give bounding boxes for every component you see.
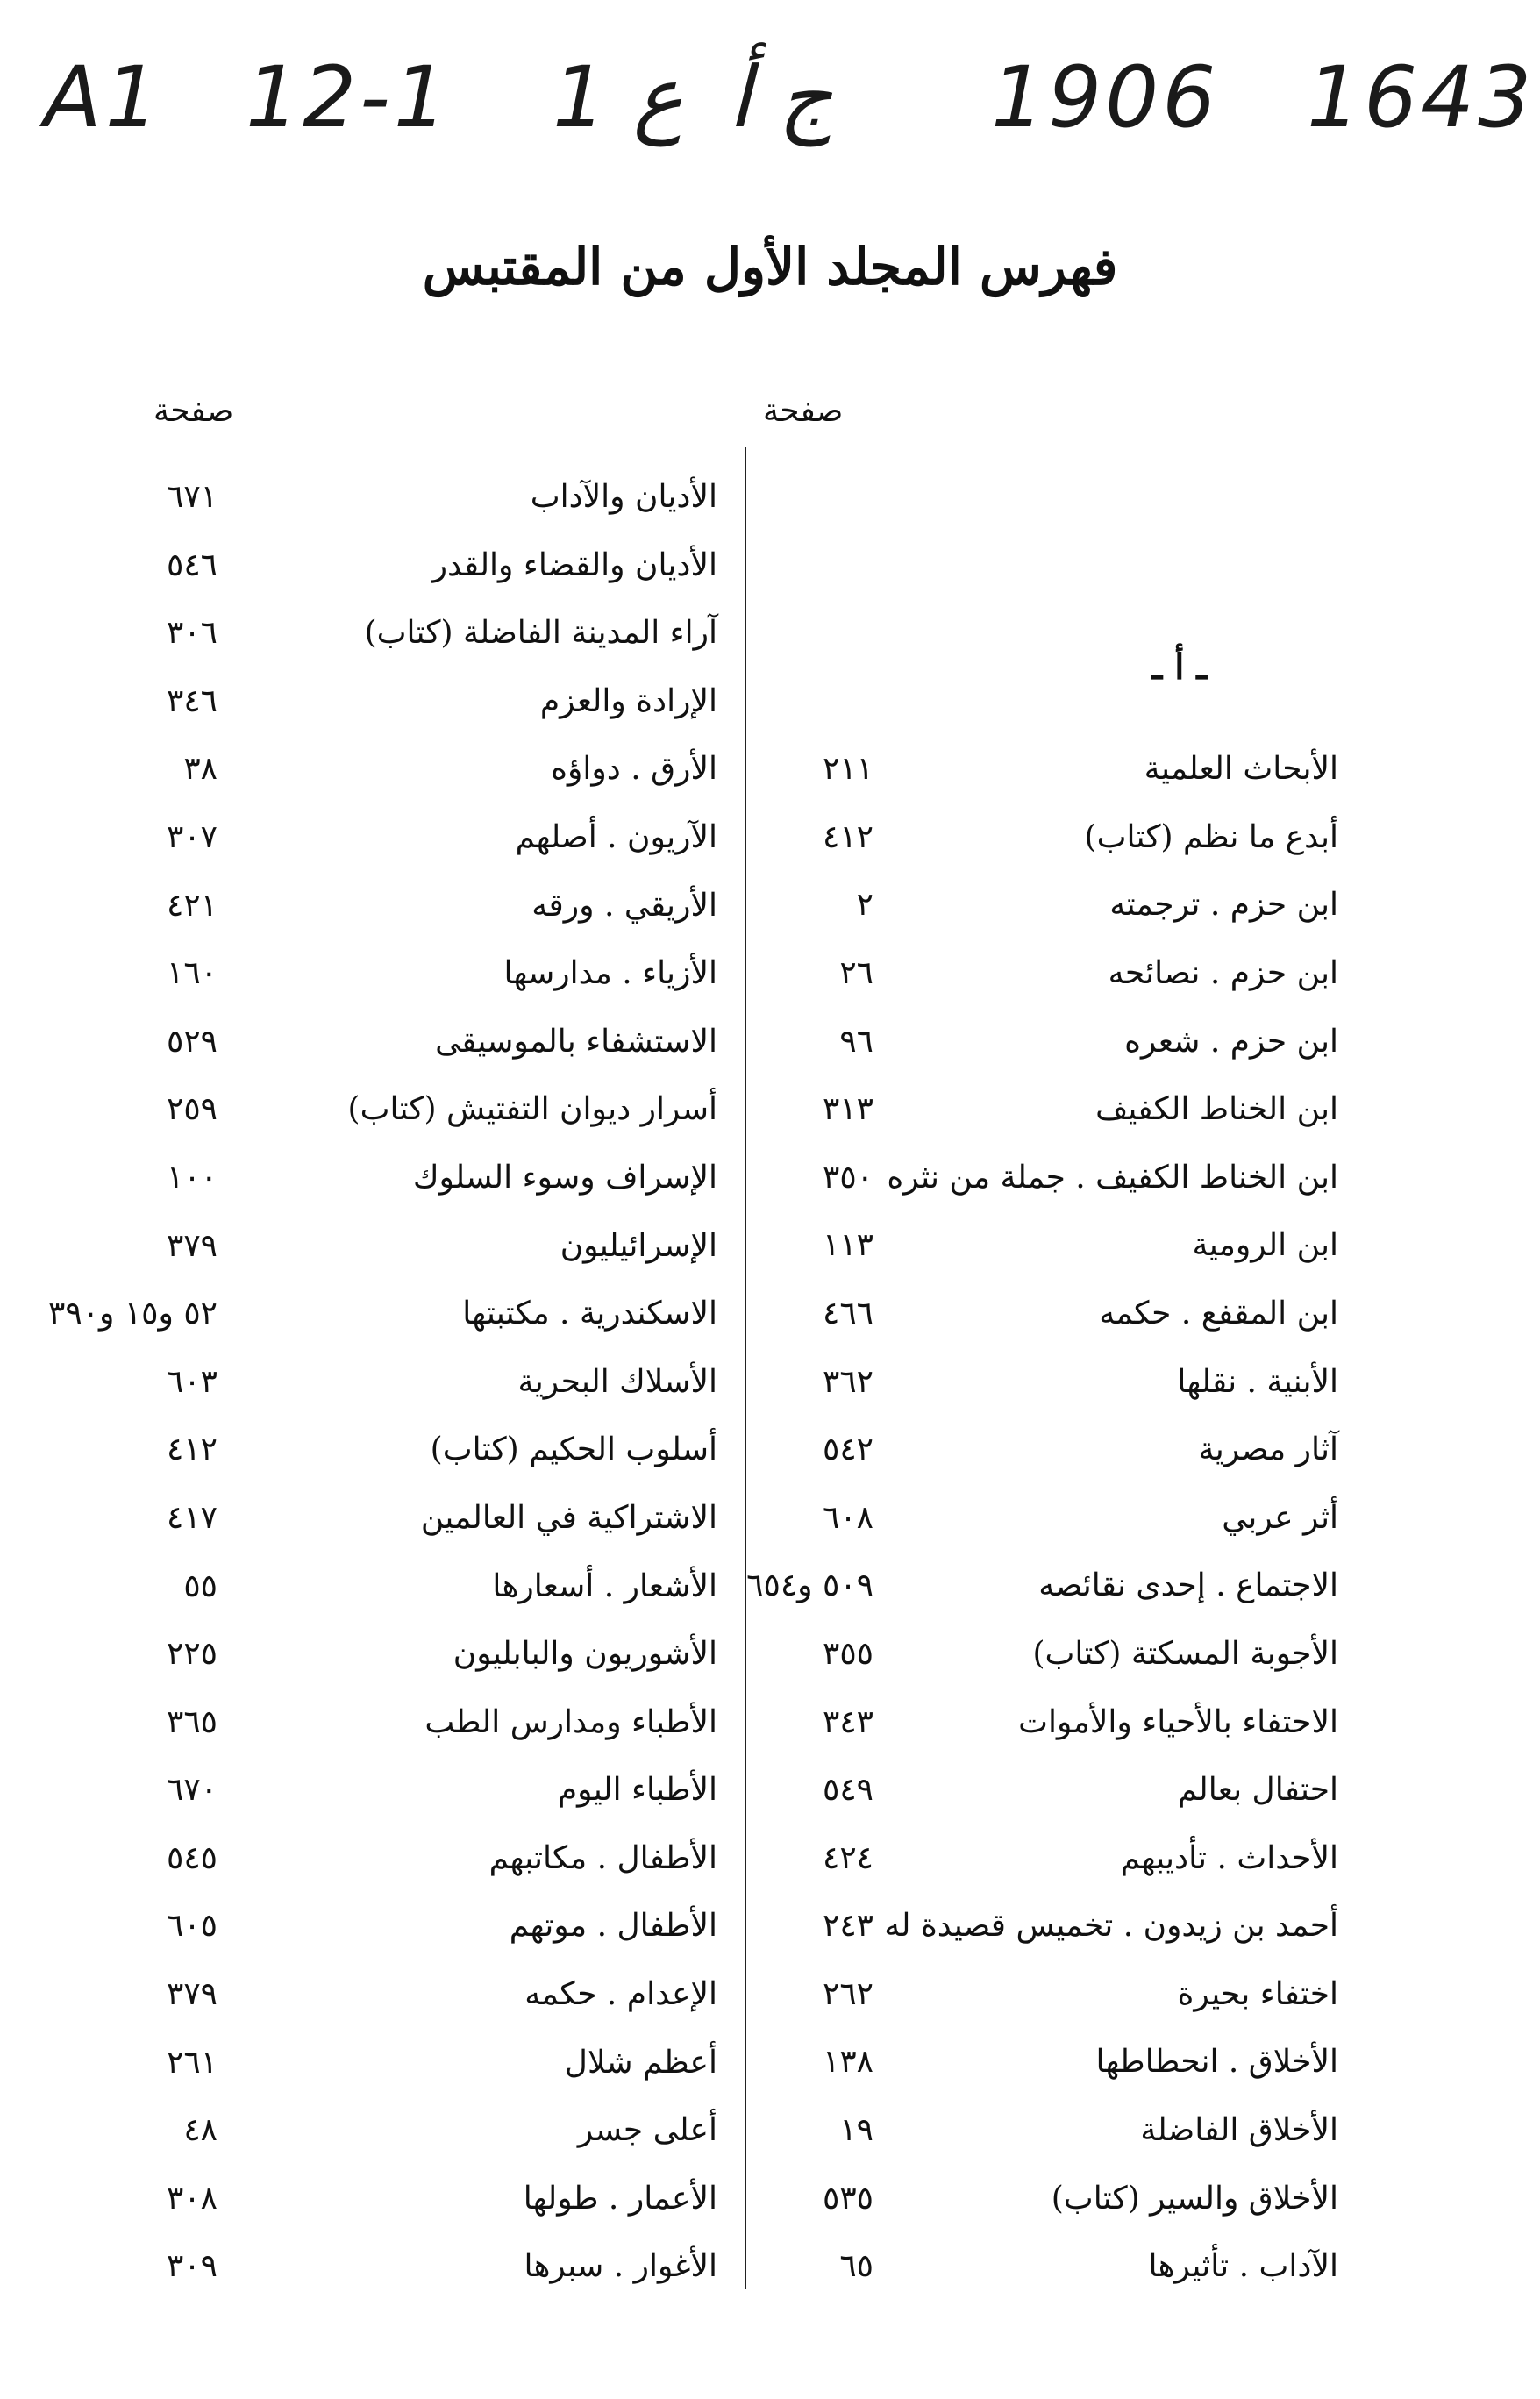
- entry-term: الأخلاق والسير (كتاب): [1051, 2180, 1338, 2217]
- index-entry: [777, 735, 1338, 803]
- index-entry: [51, 1212, 717, 1281]
- catalog-note-part: 12-1: [246, 48, 451, 146]
- index-entry: [777, 2232, 1338, 2301]
- index-entry: [51, 2232, 717, 2301]
- index-entry: [777, 2028, 1338, 2096]
- entry-page: ٦٥: [839, 2248, 873, 2285]
- index-entry: [777, 1892, 1338, 1960]
- index-entry: [51, 1144, 717, 1212]
- entry-term: الإرادة والعزم: [539, 682, 717, 719]
- entry-term: الأشوريون والبابليون: [453, 1636, 717, 1673]
- index-entry: [51, 1756, 717, 1824]
- index-entry: [51, 1620, 717, 1689]
- section-letter-row: [777, 599, 1338, 735]
- catalog-note-part: A1: [44, 48, 162, 146]
- entry-page: ٢٥٩: [166, 1091, 217, 1128]
- entry-page: ٥٤٦: [166, 546, 217, 583]
- index-entry: [51, 1553, 717, 1621]
- index-entry: [51, 2165, 717, 2233]
- entry-page: ٤٢١: [166, 887, 217, 924]
- entry-page: ٢٦٢: [822, 1975, 873, 2012]
- entry-term: آثار مصرية: [1198, 1432, 1338, 1468]
- entry-page: ١٣٨: [822, 2044, 873, 2081]
- entry-term: الأديان والقضاء والقدر: [431, 546, 717, 583]
- entry-term: الأزياء . مدارسها: [503, 955, 717, 992]
- catalog-note-part: ع 1: [553, 48, 683, 146]
- index-entry: [51, 532, 717, 600]
- entry-term: الأخلاق . انحطاطها: [1095, 2044, 1338, 2081]
- entry-page: ٤٨: [183, 2112, 217, 2149]
- section-letter: ـ أ ـ: [1151, 646, 1207, 689]
- entry-term: أعلى جسر: [577, 2112, 717, 2149]
- entry-term: الأديان والآداب: [530, 479, 717, 515]
- index-entry: [51, 2029, 717, 2097]
- entry-page: ٢٢٥: [166, 1636, 217, 1673]
- entry-term: الاستشفاء بالموسيقى: [435, 1023, 717, 1060]
- index-entry: [777, 1348, 1338, 1417]
- index-entry: [777, 1824, 1338, 1893]
- index-entry: [51, 939, 717, 1008]
- entry-term: ابن حزم . ترجمته: [1109, 887, 1338, 924]
- entry-term: الآريون . أصلهم: [515, 818, 717, 855]
- entry-term: الاحتفاء بالأحياء والأموات: [1018, 1703, 1338, 1740]
- entry-term: احتفال بعالم: [1177, 1772, 1338, 1809]
- entry-page: ٥٢ و١٥ و٣٩٠: [47, 1296, 217, 1332]
- index-entry: [51, 872, 717, 940]
- entry-term: أسلوب الحكيم (كتاب): [430, 1432, 717, 1468]
- entry-page: ١٦٠: [166, 955, 217, 992]
- entry-page: ٣٠٩: [166, 2248, 217, 2285]
- entry-term: الأعمار . طولها: [523, 2180, 717, 2217]
- entry-page: ٦٧١: [166, 479, 217, 515]
- entry-term: ابن الخناط الكفيف: [1095, 1091, 1338, 1128]
- left-index-column: [47, 463, 717, 2301]
- entry-page: ٤٢٤: [822, 1839, 873, 1876]
- entry-page: ٤١٧: [166, 1499, 217, 1536]
- index-entry: [777, 1211, 1338, 1280]
- entry-term: الإسراف وسوء السلوك: [412, 1159, 717, 1196]
- index-entry: [777, 871, 1338, 939]
- index-entry: [51, 2096, 717, 2165]
- entry-page: ١٠٠: [166, 1159, 217, 1196]
- entry-term: الأجوبة المسكتة (كتاب): [1032, 1635, 1338, 1672]
- index-entry: [51, 1075, 717, 1144]
- entry-page: ٥٤٢: [822, 1432, 873, 1468]
- entry-term: الأطفال . موتهم: [509, 1908, 717, 1945]
- index-entry: [51, 803, 717, 872]
- entry-term: الأبحاث العلمية: [1144, 751, 1338, 788]
- index-entry: [777, 1075, 1338, 1144]
- left-column-page-header: صفحة: [153, 393, 234, 429]
- entry-page: ١٩: [839, 2112, 873, 2149]
- entry-term: الاسكندرية . مكتبتها: [462, 1296, 717, 1332]
- entry-page: ٥٠٩ و٦٥٤: [746, 1567, 873, 1604]
- index-entry: [777, 1280, 1338, 1348]
- entry-page: ٥٢٩: [166, 1023, 217, 1060]
- entry-page: ٣٥٥: [822, 1635, 873, 1672]
- index-entry: [777, 2165, 1338, 2233]
- entry-term: الأحداث . تأديبهم: [1120, 1839, 1338, 1876]
- entry-page: ٦٠٣: [166, 1363, 217, 1400]
- index-entry: [51, 1008, 717, 1076]
- index-entry: [777, 1484, 1338, 1553]
- entry-term: ابن حزم . شعره: [1124, 1023, 1338, 1060]
- entry-page: ٦٠٥: [166, 1908, 217, 1945]
- entry-page: ٦٠٨: [822, 1499, 873, 1536]
- entry-page: ٣١٣: [822, 1091, 873, 1128]
- index-entry: [51, 735, 717, 803]
- entry-term: الأخلاق الفاضلة: [1140, 2112, 1338, 2149]
- entry-term: أبدع ما نظم (كتاب): [1084, 818, 1338, 855]
- index-entry: [51, 463, 717, 532]
- entry-page: ٢: [856, 887, 873, 924]
- index-entry: [51, 1348, 717, 1417]
- index-entry: [51, 1484, 717, 1553]
- entry-page: ٢٦: [839, 954, 873, 991]
- index-entry: [51, 1824, 717, 1893]
- entry-term: الأطفال . مكاتبهم: [488, 1839, 717, 1876]
- entry-page: ٣٠٨: [166, 2180, 217, 2217]
- catalog-note-part: 1906: [991, 48, 1220, 146]
- page-title: فهرس المجلد الأول من المقتبس: [422, 237, 1118, 296]
- entry-page: ٦٧٠: [166, 1772, 217, 1809]
- index-entry: [51, 1689, 717, 1757]
- entry-page: ٣٧٩: [166, 1227, 217, 1264]
- index-entry: [51, 1416, 717, 1484]
- entry-page: ٥٤٥: [166, 1839, 217, 1876]
- index-entry: [746, 1552, 1338, 1620]
- index-entry: [51, 1960, 717, 2029]
- entry-page: ٩٦: [839, 1023, 873, 1060]
- index-entry: [777, 1008, 1338, 1076]
- index-entry: [777, 1620, 1338, 1689]
- right-column-page-header: صفحة: [763, 393, 844, 429]
- index-entry: [777, 1960, 1338, 2029]
- entry-page: ٤١٢: [166, 1432, 217, 1468]
- entry-page: ٥٣٥: [822, 2180, 873, 2217]
- entry-term: أسرار ديوان التفتيش (كتاب): [347, 1091, 717, 1128]
- blank-row: [777, 463, 1338, 532]
- entry-page: ٤١٢: [822, 818, 873, 855]
- entry-page: ٢١١: [822, 751, 873, 788]
- entry-page: ٤٦٦: [822, 1295, 873, 1332]
- blank-row: [777, 532, 1338, 600]
- index-entry: [51, 1892, 717, 1960]
- entry-page: ٢٤٣: [822, 1908, 873, 1945]
- entry-term: ابن الخناط الكفيف . جملة من نثره: [887, 1159, 1338, 1196]
- entry-term: ابن الرومية: [1192, 1227, 1338, 1264]
- index-entry: [777, 1144, 1338, 1212]
- entry-term: أحمد بن زيدون . تخميس قصيدة له: [884, 1908, 1338, 1945]
- entry-page: ٣٦٢: [822, 1363, 873, 1400]
- entry-page: ٥٥: [183, 1567, 217, 1604]
- entry-term: الإعدام . حكمه: [524, 1976, 717, 2013]
- entry-term: الأطباء اليوم: [557, 1772, 717, 1809]
- entry-term: ابن المقفع . حكمه: [1099, 1295, 1338, 1332]
- entry-term: اختفاء بحيرة: [1177, 1975, 1338, 2012]
- entry-page: ٣٠٦: [166, 615, 217, 652]
- entry-page: ٢٦١: [166, 2044, 217, 2081]
- entry-page: ٣٨: [183, 751, 217, 788]
- entry-term: الأغوار . سبرها: [524, 2248, 717, 2285]
- index-entry: [51, 599, 717, 668]
- entry-term: الأشعار . أسعارها: [492, 1567, 717, 1604]
- index-entry: [777, 2096, 1338, 2165]
- entry-term: الأطباء ومدارس الطب: [424, 1703, 717, 1740]
- entry-term: أثر عربي: [1222, 1499, 1338, 1536]
- entry-page: ٣٤٣: [822, 1703, 873, 1740]
- entry-term: آراء المدينة الفاضلة (كتاب): [364, 615, 717, 652]
- index-entry: [777, 1756, 1338, 1824]
- entry-term: الأبنية . نقلها: [1177, 1363, 1338, 1400]
- entry-page: ٣٠٧: [166, 818, 217, 855]
- catalog-note-part: ج أ: [728, 48, 833, 146]
- catalog-note-part: 1643: [1307, 48, 1536, 146]
- index-entry: [777, 803, 1338, 872]
- index-entry: [47, 1280, 717, 1348]
- entry-term: الإسرائيليون: [560, 1227, 717, 1264]
- entry-term: ابن حزم . نصائحه: [1108, 954, 1338, 991]
- entry-page: ٣٦٥: [166, 1703, 217, 1740]
- entry-page: ١١٣: [822, 1227, 873, 1264]
- right-index-column: [746, 463, 1338, 2301]
- handwritten-catalog-note: [44, 48, 1536, 180]
- entry-term: الآداب . تأثيرها: [1148, 2248, 1338, 2285]
- entry-page: ٣٤٦: [166, 682, 217, 719]
- entry-term: الأسلاك البحرية: [517, 1363, 717, 1400]
- index-entry: [51, 668, 717, 736]
- entry-term: الاجتماع . إحدى نقائصه: [1038, 1567, 1338, 1604]
- entry-term: أعظم شلال: [564, 2044, 717, 2081]
- entry-page: ٣٥٠: [822, 1159, 873, 1196]
- entry-term: الأريقي . ورقه: [531, 887, 717, 924]
- entry-page: ٣٧٩: [166, 1976, 217, 2013]
- entry-term: الاشتراكية في العالمين: [420, 1499, 717, 1536]
- column-divider: [745, 447, 746, 2289]
- entry-page: ٥٤٩: [822, 1772, 873, 1809]
- entry-term: الأرق . دواؤه: [551, 751, 717, 788]
- index-entry: [777, 1689, 1338, 1757]
- index-entry: [777, 1416, 1338, 1484]
- index-entry: [777, 939, 1338, 1008]
